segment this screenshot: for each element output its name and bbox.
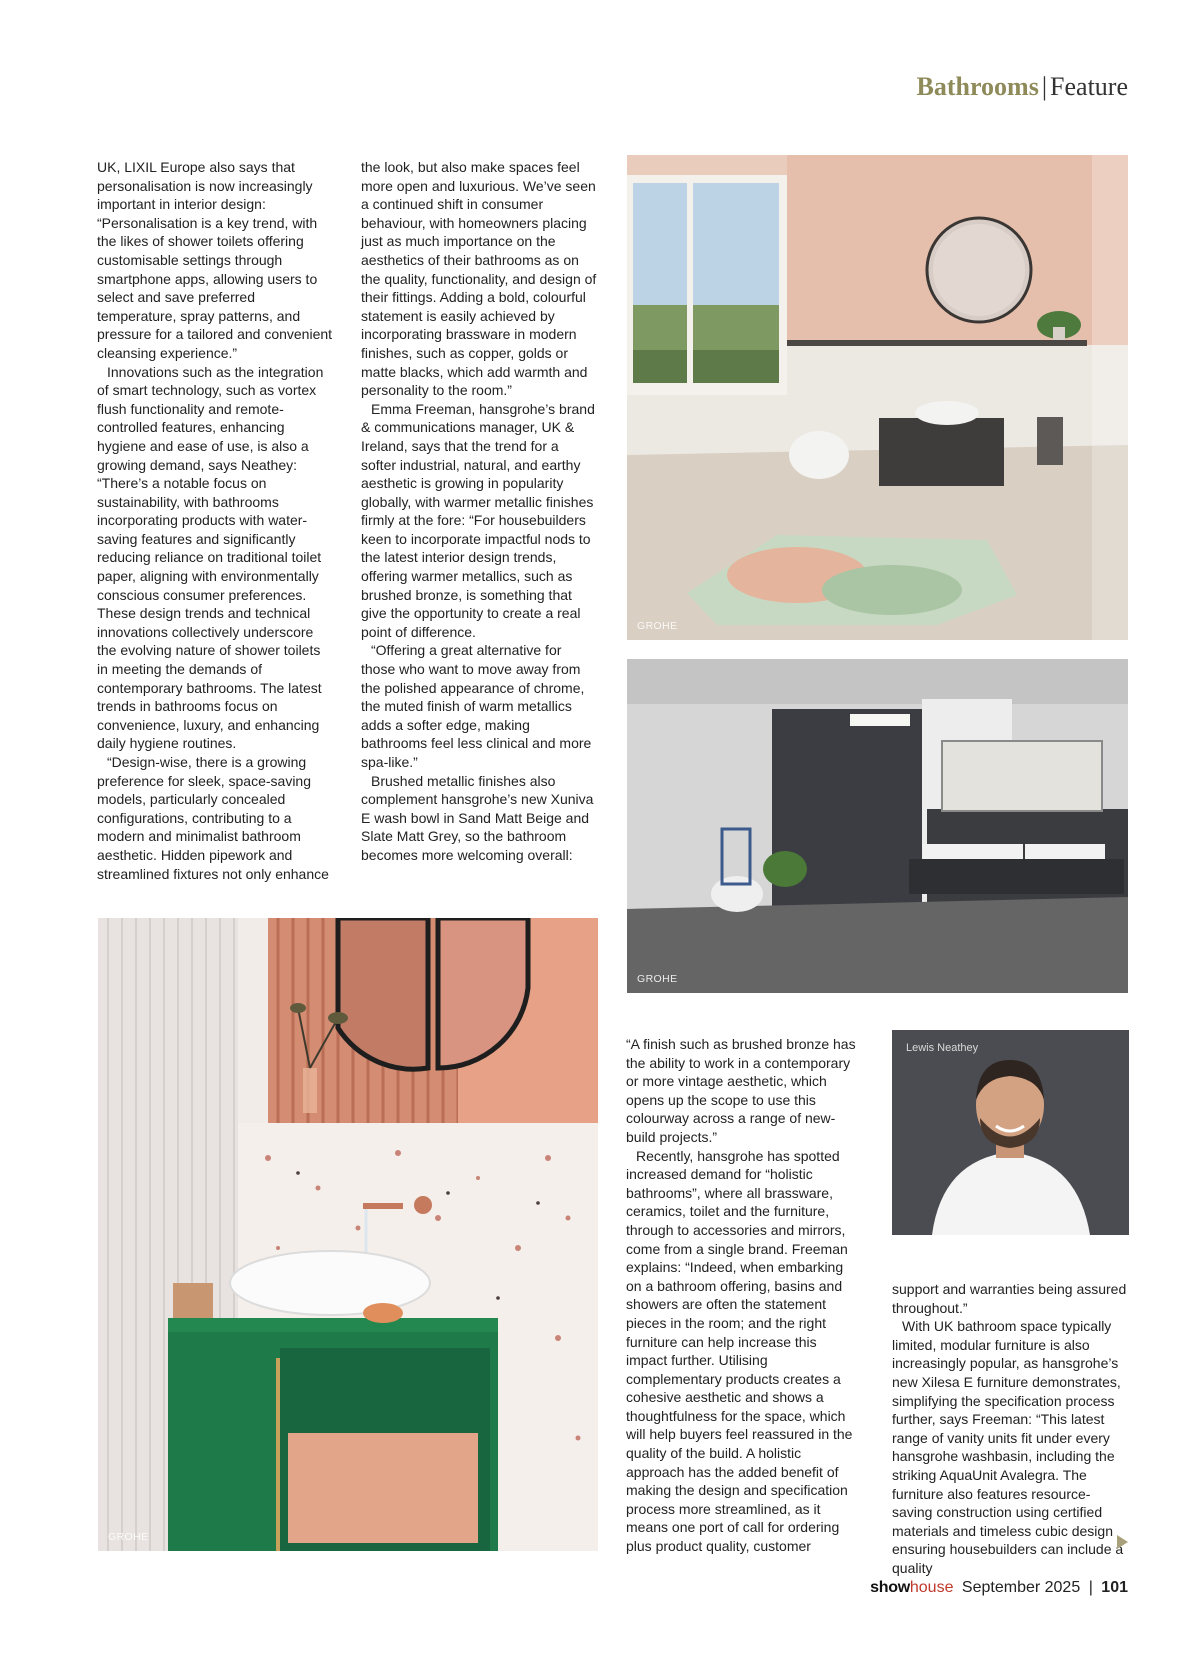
paragraph: Innovations such as the integration of smart technology, such as vortex flush functionality and remote-controlled features, enhancing hygiene and ease of use, is also a growing demand, says Neathey: “There’s a notable focus on sustainability, with bathrooms incorporating products with water-saving features and significantly reducing reliance on traditional toilet paper, aligning with environmentally conscious consumer preferences. These design trends and technical innovations collectively underscore the evolving nature of shower toilets in meeting the demands of contemporary bathrooms. The latest trends in bathrooms focus on convenience, luxury, and enhancing daily hygiene routines. <box>97 363 324 752</box>
paragraph: UK, LIXIL Europe also says that personalisation is now increasingly important in interior design: “Personalisation is a key trend, with the likes of shower toilets offering customisable settings through smartphone apps, allowing users to select and save preferred temperature, spray patterns, and pressure for a tailored and convenient cleansing experience.” <box>97 159 333 361</box>
issue-date: September 2025 <box>961 1579 1081 1596</box>
page-number: 101 <box>1101 1579 1128 1596</box>
paragraph: the look, but also make spaces feel more open and luxurious. We’ve seen a continued shift in consumer behaviour, with homeowners placing just as much importance on the aesthetics of their bathrooms as on the quality, functionality, and design of their fittings. Adding a bold, colourful statement is easily achieved by incorporating brassware in modern finishes, such as copper, golds or matte blacks, which add warmth and personality to the room.” <box>361 159 597 399</box>
photo-credit: GROHE <box>637 973 678 985</box>
photo-credit: GROHE <box>108 1531 149 1543</box>
paragraph: “Design-wise, there is a growing preference for sleek, space-saving models, particularly concealed configurations, contributing to a modern and minimalist bathroom aesthetic. Hidden pipework and streamlined fixtures not only enhance <box>97 754 329 882</box>
paragraph: “Offering a great alternative for those who want to move away from the polished appearance of chrome, the muted finish of warm metallics adds a softer edge, making bathrooms feel less clinical and more spa-like.” <box>361 642 592 770</box>
section-label: Feature <box>1050 72 1128 101</box>
photo-portrait-lewis-neathey <box>892 1030 1129 1235</box>
magazine-brand-light: house <box>909 1579 954 1596</box>
paragraph: “A finish such as brushed bronze has the ability to work in a contemporary or more vintage aesthetic, which opens up the scope to use this colourway across a range of new-build projects.” <box>626 1036 856 1145</box>
photo-bathroom-dark-double-sink <box>627 659 1128 993</box>
article-column-1 <box>97 158 333 883</box>
paragraph: With UK bathroom space typically limited, modular furniture is also increasingly popular, as hansgrohe’s new Xilesa E furniture demonstrates, simplifying the specification process further, says Freeman: “This latest range of vanity units fit under every hansgrohe washbasin, including the striking AquaUnit Avalegra. The furniture also features resource-saving construction using certified materials and timeless cubic design ensuring housebuilders can include a quality <box>892 1318 1124 1576</box>
bathroom-illustration <box>627 155 1128 640</box>
page-footer <box>870 1579 1128 1597</box>
portrait-illustration <box>892 1030 1129 1235</box>
section-header <box>917 72 1129 102</box>
photo-credit: GROHE <box>637 620 678 632</box>
portrait-caption: Lewis Neathey <box>906 1042 979 1054</box>
photo-green-vanity-terrazzo <box>98 918 598 1551</box>
paragraph: Recently, hansgrohe has spotted increased demand for “holistic bathrooms”, where all brassware, ceramics, toilet and the furniture, through to accessories and mirrors, come from a single brand. Freeman explains: “Indeed, when embarking on a bathroom offering, basins and showers are often the statement pieces in the room; and the right furniture can help increase this impact further. Utilising complementary products creates a cohesive aesthetic and shows a thoughtfulness for the space, which will help buyers feel reassured in the quality of the build. A holistic approach has the added benefit of making the design and specification process more streamlined, as it means one port of call for ordering plus product quality, customer <box>626 1147 853 1555</box>
continue-arrow-icon <box>1117 1535 1128 1549</box>
article-column-2 <box>361 158 597 865</box>
footer-separator: | <box>1088 1579 1093 1596</box>
bathroom-illustration <box>627 659 1128 993</box>
article-column-3 <box>626 1035 861 1556</box>
article-column-4 <box>892 1280 1129 1578</box>
photo-bathroom-round-mirror <box>627 155 1128 640</box>
bathroom-illustration <box>98 918 598 1551</box>
paragraph: support and warranties being assured throughout.” <box>892 1281 1127 1316</box>
section-name: Bathrooms <box>916 72 1039 101</box>
header-separator: | <box>1041 72 1048 101</box>
paragraph: Brushed metallic finishes also complement hansgrohe’s new Xuniva E wash bowl in Sand Matt Beige and Slate Matt Grey, so the bathroom becomes more welcoming overall: <box>361 772 594 863</box>
magazine-brand-bold: show <box>870 1579 910 1596</box>
paragraph: Emma Freeman, hansgrohe’s brand & communications manager, UK & Ireland, says that the trend for a softer industrial, natural, and earthy aesthetic is growing in popularity globally, with warmer metallic finishes firmly at the fore: “For housebuilders keen to incorporate impactful nods to the latest interior design trends, offering warmer metallics, such as brushed bronze, is something that give the opportunity to create a real point of difference. <box>361 400 595 640</box>
